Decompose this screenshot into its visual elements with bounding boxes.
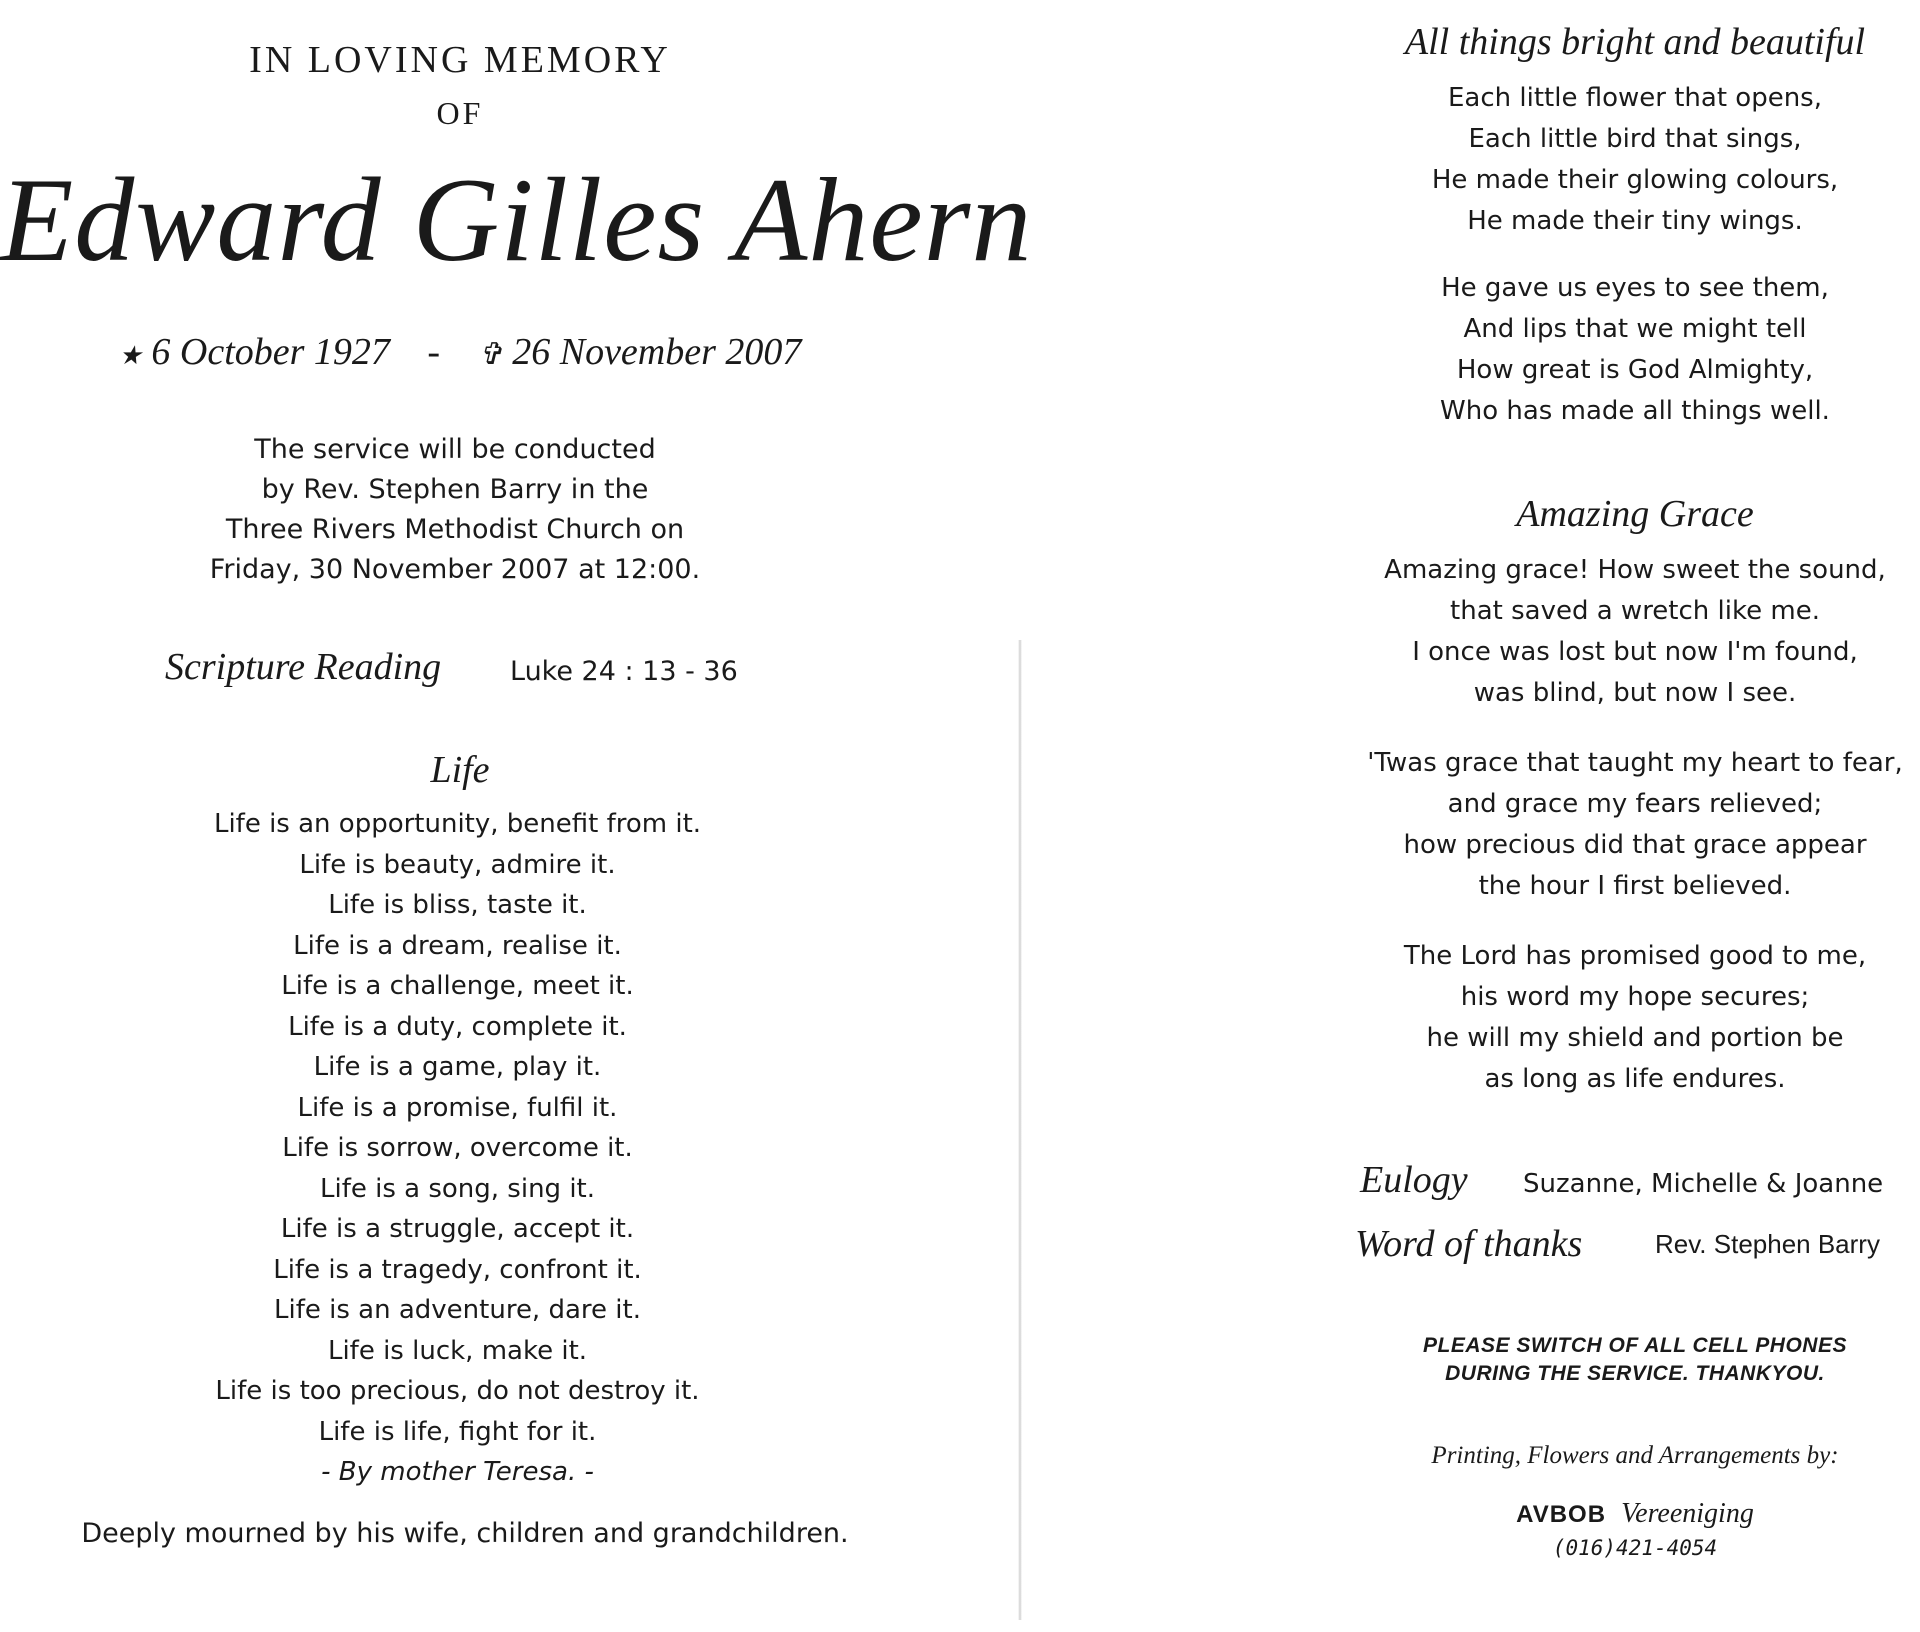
hymn-line: 'Twas grace that taught my heart to fear, bbox=[1367, 748, 1903, 778]
phone-notice bbox=[1355, 1332, 1915, 1388]
hymn-line: as long as life endures. bbox=[1484, 1064, 1786, 1094]
hymn-line: that saved a wretch like me. bbox=[1450, 596, 1820, 626]
phone-number: (016)421-4054 bbox=[1552, 1536, 1718, 1560]
service-line: Three Rivers Methodist Church on bbox=[225, 514, 685, 545]
service-line: The service will be conducted bbox=[254, 434, 656, 465]
poem-title: Life bbox=[430, 749, 490, 791]
hymn-line: Who has made all things well. bbox=[1440, 396, 1830, 426]
hymn-line: Each little bird that sings, bbox=[1468, 124, 1802, 154]
hymn1-title: All things bright and beautiful bbox=[1404, 21, 1866, 63]
hymn1 bbox=[1355, 78, 1915, 432]
credits-line: Printing, Flowers and Arrangements by: bbox=[1431, 1442, 1839, 1469]
company-name: AVBOB bbox=[1516, 1501, 1607, 1528]
thanks-label: Word of thanks bbox=[1355, 1223, 1583, 1265]
poem-line: Life is a dream, realise it. bbox=[293, 930, 622, 961]
poem-line: Life is bliss, taste it. bbox=[328, 890, 587, 920]
hymn2 bbox=[1355, 550, 1915, 1100]
poem-line: Life is sorrow, overcome it. bbox=[282, 1133, 633, 1163]
company-location: Vereeniging bbox=[1621, 1498, 1754, 1529]
poem-line: Life is luck, make it. bbox=[327, 1335, 588, 1366]
hymn-line: and grace my fears relieved; bbox=[1447, 789, 1823, 819]
hymn-line: The Lord has promised good to me, bbox=[1403, 941, 1867, 971]
cross-icon: ✞ bbox=[477, 338, 503, 371]
hymn-line: was blind, but now I see. bbox=[1473, 678, 1797, 708]
poem-line: Life is a promise, fulfil it. bbox=[297, 1092, 618, 1123]
hymn-line: Each little flower that opens, bbox=[1448, 83, 1822, 113]
poem-line: Life is too precious, do not destroy it. bbox=[215, 1376, 700, 1406]
heading-in-loving-memory: IN LOVING MEMORY bbox=[249, 39, 671, 81]
hymn-line: He gave us eyes to see them, bbox=[1441, 273, 1829, 303]
hymn-line: And lips that we might tell bbox=[1463, 314, 1807, 344]
hymn-line: How great is God Almighty, bbox=[1456, 355, 1814, 385]
star-icon: ★ bbox=[118, 341, 142, 370]
hymn2-stanza-3 bbox=[1355, 936, 1915, 1100]
poem-author: - By mother Teresa. - bbox=[321, 1457, 594, 1487]
scripture-label: Scripture Reading bbox=[165, 646, 442, 688]
hymn-line: his word my hope secures; bbox=[1460, 982, 1810, 1012]
hymn-line: the hour I first believed. bbox=[1478, 871, 1792, 901]
hymn1-stanza-2 bbox=[1355, 268, 1915, 432]
company-line bbox=[1355, 1498, 1915, 1530]
page-fold bbox=[1018, 640, 1022, 1620]
poem-line: Life is life, fight for it. bbox=[318, 1416, 597, 1447]
hymn-line: he will my shield and portion be bbox=[1426, 1023, 1844, 1053]
hymn-line: Amazing grace! How sweet the sound, bbox=[1384, 555, 1886, 585]
date-separator: - bbox=[427, 331, 441, 373]
death-date: 26 November 2007 bbox=[512, 331, 802, 373]
poem-line: Life is a tragedy, confront it. bbox=[273, 1254, 642, 1285]
scripture-reference: Luke 24 : 13 - 36 bbox=[510, 656, 738, 687]
service-info bbox=[0, 430, 910, 590]
service-line: by Rev. Stephen Barry in the bbox=[261, 474, 649, 505]
hymn-line: I once was lost but now I'm found, bbox=[1412, 637, 1858, 667]
heading-of: OF bbox=[436, 95, 484, 131]
poem-life bbox=[0, 804, 915, 1493]
poem-line: Life is an adventure, dare it. bbox=[274, 1295, 641, 1325]
hymn2-stanza-1 bbox=[1355, 550, 1915, 714]
mourned-text: Deeply mourned by his wife, children and grandchildren. bbox=[81, 1518, 849, 1549]
hymn-line: He made their tiny wings. bbox=[1467, 206, 1803, 236]
poem-line: Life is a duty, complete it. bbox=[288, 1011, 627, 1042]
hymn2-stanza-2 bbox=[1355, 743, 1915, 907]
poem-line: Life is a song, sing it. bbox=[319, 1173, 596, 1204]
poem-line: Life is beauty, admire it. bbox=[299, 849, 616, 880]
birth-date: 6 October 1927 bbox=[151, 331, 390, 373]
eulogy-names: Suzanne, Michelle & Joanne bbox=[1523, 1169, 1884, 1199]
hymn-line: how precious did that grace appear bbox=[1403, 830, 1867, 860]
life-dates bbox=[0, 330, 920, 374]
deceased-name: Edward Gilles Ahern bbox=[0, 153, 1033, 286]
hymn2-title: Amazing Grace bbox=[1516, 493, 1754, 535]
hymn1-stanza-1 bbox=[1355, 78, 1915, 242]
poem-line: Life is a challenge, meet it. bbox=[281, 971, 634, 1001]
notice-line: PLEASE SWITCH OF ALL CELL PHONES bbox=[1423, 1334, 1847, 1357]
poem-line: Life is an opportunity, benefit from it. bbox=[213, 809, 702, 839]
eulogy-label: Eulogy bbox=[1360, 1159, 1468, 1201]
poem-line: Life is a struggle, accept it. bbox=[280, 1214, 635, 1244]
poem-line: Life is a game, play it. bbox=[313, 1052, 602, 1082]
notice-line: DURING THE SERVICE. THANKYOU. bbox=[1445, 1362, 1825, 1385]
service-line: Friday, 30 November 2007 at 12:00. bbox=[209, 554, 701, 585]
thanks-name: Rev. Stephen Barry bbox=[1655, 1229, 1880, 1259]
hymn-line: He made their glowing colours, bbox=[1431, 165, 1839, 195]
